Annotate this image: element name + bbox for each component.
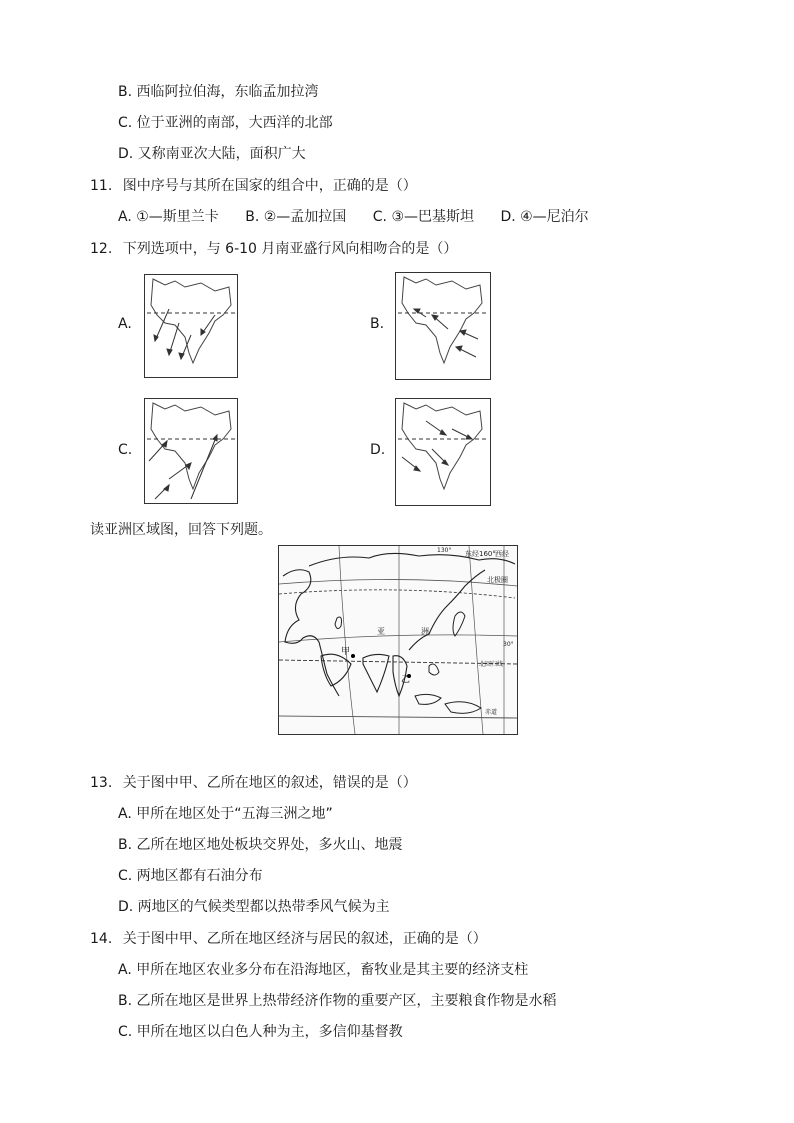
q14-number: 14. [90, 931, 113, 947]
q13-option-a: A. 甲所在地区处于“五海三洲之地” [118, 806, 333, 822]
q13-stem-text: 关于图中甲、乙所在地区的叙述，错误的是（） [122, 775, 417, 791]
label-30: 30° [503, 641, 514, 648]
q12-number: 12. [90, 241, 113, 257]
asia-region-map [278, 545, 518, 735]
label-130: 130° [437, 547, 452, 554]
q14-stem [90, 929, 487, 949]
q11-option-b: B. ②—孟加拉国 [245, 209, 347, 225]
q14-option-a: A. 甲所在地区农业多分布在沿海地区，畜牧业是其主要的经济支柱 [118, 962, 529, 978]
q11-option-c: C. ③—巴基斯坦 [372, 209, 474, 225]
label-zhou: 洲 [421, 627, 429, 636]
q12-stem [90, 239, 457, 259]
q12-option-a-label: A. [118, 316, 132, 332]
label-tropic-cancer: 北回归线 [479, 661, 504, 668]
q14-option-b: B. 乙所在地区是世界上热带经济作物的重要产区，主要粮食作物是水稻 [118, 993, 557, 1009]
q12-option-b-label: B. [370, 316, 385, 332]
q12-map-c [144, 398, 238, 504]
q13-option-c: C. 两地区都有石油分布 [118, 868, 263, 884]
q11-options [118, 207, 611, 227]
q11-stem-text: 图中序号与其所在国家的组合中，正确的是（） [122, 178, 417, 194]
q11-option-a: A. ①—斯里兰卡 [118, 209, 219, 225]
q13-stem [90, 773, 417, 793]
q11-option-d: D. ④—尼泊尔 [500, 209, 589, 225]
label-arctic-circle: 北极圈 [487, 576, 508, 584]
q12-map-d [395, 398, 491, 506]
q11-number: 11. [90, 178, 113, 194]
q14-option-c: C. 甲所在地区以白色人种为主，多信仰基督教 [118, 1024, 403, 1040]
q11-stem [90, 176, 417, 196]
q12-option-d-label: D. [370, 442, 386, 458]
reading-prompt: 读亚洲区域图，回答下列题。 [90, 522, 272, 538]
q10-option-d: D. 又称南亚次大陆，面积广大 [118, 146, 306, 162]
q12-map-b [395, 272, 491, 380]
q14-stem-text: 关于图中甲、乙所在地区经济与居民的叙述，正确的是（） [122, 931, 487, 947]
label-jia: 甲 [341, 647, 351, 657]
q13-option-b: B. 乙所在地区地处板块交界处，多火山、地震 [118, 837, 403, 853]
label-yi: 乙 [401, 675, 411, 685]
label-west: 西经 [495, 550, 509, 558]
label-equator: 赤道 [485, 709, 498, 716]
label-east-160: 东经160° [465, 550, 496, 558]
q10-option-b: B. 西临阿拉伯海，东临孟加拉湾 [118, 84, 319, 100]
q12-stem-text: 下列选项中，与 6-10 月南亚盛行风向相吻合的是（） [122, 241, 458, 257]
q12-map-a [144, 274, 238, 378]
q10-option-c: C. 位于亚洲的南部，大西洋的北部 [118, 115, 333, 131]
label-ya: 亚 [377, 627, 385, 636]
q13-option-d: D. 两地区的气候类型都以热带季风气候为主 [118, 899, 390, 915]
q12-option-c-label: C. [118, 442, 133, 458]
q13-number: 13. [90, 775, 113, 791]
